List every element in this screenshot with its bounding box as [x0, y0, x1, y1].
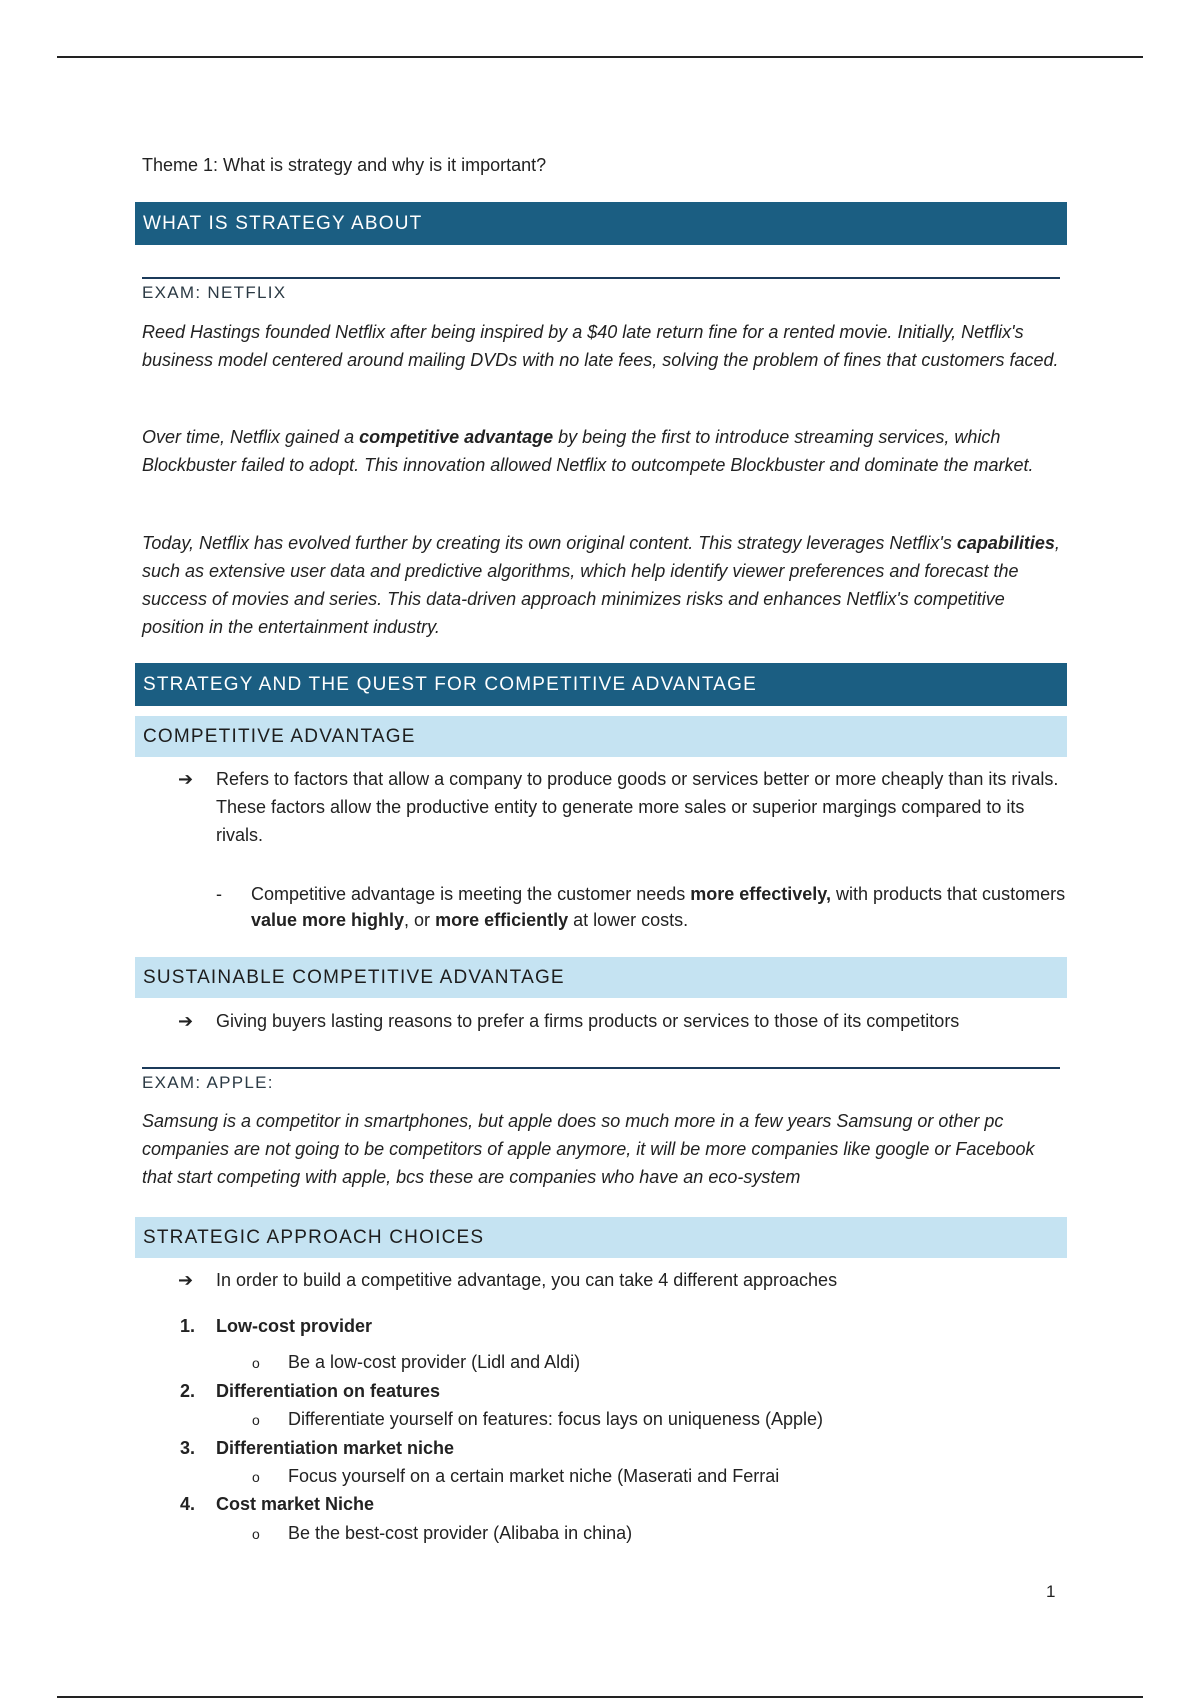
circle-bullet-icon: o: [252, 1355, 260, 1371]
circle-bullet-icon: o: [252, 1412, 260, 1428]
exam-label-netflix: EXAM: NETFLIX: [142, 277, 1060, 303]
netflix-paragraph-3: Today, Netflix has evolved further by creating its own original content. This strategy leverages Netflix's capabilities, such as extensive user data and predictive algorithms, which help identify viewer preferences and forecast the success of movies and series. This data-driven approach minimizes risks and enhances Netflix's competitive position in the entertainment industry.: [142, 533, 1060, 637]
netflix-paragraph-2: Over time, Netflix gained a competitive advantage by being the first to introduce streaming services, which Blockbuster failed to adopt. This innovation allowed Netflix to outcompete Blockbuster and dominate the market.: [142, 427, 1034, 475]
theme-title: Theme 1: What is strategy and why is it important?: [142, 155, 547, 175]
footer-rule: [57, 1696, 1143, 1698]
subheading-sustainable-advantage: SUSTAINABLE COMPETITIVE ADVANTAGE: [135, 957, 1067, 998]
section-heading-what-is-strategy: WHAT IS STRATEGY ABOUT: [135, 202, 1067, 245]
approach-detail-2: o Differentiate yourself on features: focus lays on uniqueness (Apple): [252, 1407, 823, 1432]
page-number: 1: [1046, 1582, 1056, 1601]
header-rule: [57, 56, 1143, 58]
arrow-icon: ➔: [178, 769, 194, 789]
approach-item-1: 1. Low-cost provider: [180, 1316, 373, 1336]
exam-label-apple: EXAM: APPLE:: [142, 1067, 1060, 1093]
approach-item-3: 3. Differentiation market niche: [180, 1438, 455, 1458]
sustainable-advantage-definition: ➔ Giving buyers lasting reasons to prefer a firms products or services to those of its competitors: [178, 1007, 1068, 1035]
approach-detail-4: o Be the best-cost provider (Alibaba in china): [252, 1521, 632, 1546]
netflix-paragraph-1: Reed Hastings founded Netflix after being inspired by a $40 late return fine for a rented movie. Initially, Netflix's business model centered around mailing DVDs with no late fees, solving the problem of fines that customers faced.: [142, 322, 1059, 370]
dash-bullet-icon: -: [216, 884, 222, 904]
approach-item-4: 4. Cost market Niche: [180, 1494, 375, 1514]
approach-detail-3: o Focus yourself on a certain market niche (Maserati and Ferrai: [252, 1464, 779, 1489]
approach-item-2: 2. Differentiation on features: [180, 1381, 441, 1401]
subheading-competitive-advantage: COMPETITIVE ADVANTAGE: [135, 716, 1067, 757]
competitive-advantage-detail: - Competitive advantage is meeting the customer needs more effectively, with products that customers value more highly, or more efficiently at lower costs.: [216, 881, 1068, 933]
arrow-icon: ➔: [178, 1270, 194, 1290]
subheading-strategic-approach-choices: STRATEGIC APPROACH CHOICES: [135, 1217, 1067, 1258]
section-heading-quest-for-advantage: STRATEGY AND THE QUEST FOR COMPETITIVE ADVANTAGE: [135, 663, 1067, 706]
apple-paragraph: Samsung is a competitor in smartphones, but apple does so much more in a few years Samsung or other pc companies are not going to be competitors of apple anymore, it will be more companies like google or Facebook that start competing with apple, bcs these are companies who have an eco-system: [142, 1111, 1035, 1187]
circle-bullet-icon: o: [252, 1469, 260, 1485]
competitive-advantage-definition: ➔ Refers to factors that allow a company to produce goods or services better or more cheaply than its rivals. These factors allow the productive entity to generate more sales or superior margings compared to its rivals.: [178, 765, 1068, 849]
arrow-icon: ➔: [178, 1011, 194, 1031]
approach-detail-1: o Be a low-cost provider (Lidl and Aldi): [252, 1350, 580, 1375]
approaches-intro: ➔ In order to build a competitive advantage, you can take 4 different approaches: [178, 1266, 1068, 1294]
circle-bullet-icon: o: [252, 1526, 260, 1542]
